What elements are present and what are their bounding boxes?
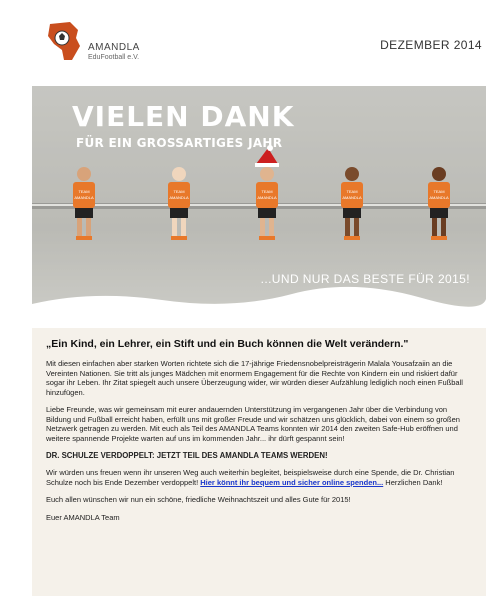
hero-tagline: ...UND NUR DAS BESTE FÜR 2015! xyxy=(260,272,470,286)
newsletter-header xyxy=(32,12,484,72)
paragraph-1: Mit diesen einfachen aber starken Worten richtete sich die 17-jährige Friedensnobelpreisträgerin Malala Yousafzaiin an die Vereinten Nationen. Sie tritt als junges Mädchen mit enormem Engagement für die Rechte von Kindern ein und riskiert dafür sogar ihr Leben. Ihr Zitat spiegelt auch unsere Überzeugung wider, wir würden dieser Aufzählung lediglich noch einen Fußball hinzufügen. xyxy=(46,359,463,397)
svg-text:AMANDLA: AMANDLA xyxy=(74,195,94,200)
signoff: Euer AMANDLA Team xyxy=(46,512,120,522)
issue-date: DEZEMBER 2014 xyxy=(380,38,482,52)
quote-heading: „Ein Kind, ein Lehrer, ein Stift und ein Buch können die Welt verändern." xyxy=(46,338,409,350)
hero-subtitle: FÜR EIN GROSSARTIGES JAHR xyxy=(76,136,283,150)
section-heading: DR. SCHULZE VERDOPPELT: JETZT TEIL DES AMANDLA TEAMS WERDEN! xyxy=(46,451,328,460)
svg-text:AMANDLA: AMANDLA xyxy=(257,195,277,200)
svg-text:AMANDLA: AMANDLA xyxy=(169,195,189,200)
svg-text:TEAM: TEAM xyxy=(78,189,90,194)
svg-text:AMANDLA: AMANDLA xyxy=(342,195,362,200)
svg-text:TEAM: TEAM xyxy=(346,189,358,194)
newsletter-body xyxy=(32,328,486,596)
svg-text:TEAM: TEAM xyxy=(173,189,185,194)
amandla-logo[interactable] xyxy=(40,16,190,72)
svg-text:AMANDLA: AMANDLA xyxy=(429,195,449,200)
paragraph-3-end: Herzlichen Dank! xyxy=(383,477,443,487)
svg-text:TEAM: TEAM xyxy=(433,189,445,194)
hero-title: VIELEN DANK xyxy=(72,100,295,133)
paragraph-3-text: Wir würden uns freuen wenn ihr unseren Weg auch weiterhin begleitet, beispielsweise durch eine Spende, die Dr. Christian Schulze noch bis Ende Dezember verdoppelt! xyxy=(46,468,455,487)
paragraph-4: Euch allen wünschen wir nun ein schöne, friedliche Weihnachtszeit und alles Gute für 2015! xyxy=(46,495,351,504)
brand-name: AMANDLA xyxy=(88,42,140,53)
paragraph-3 xyxy=(46,468,472,487)
donate-link[interactable]: Hier könnt ihr bequem und sicher online spenden... xyxy=(200,477,384,487)
svg-text:TEAM: TEAM xyxy=(261,189,273,194)
hero-banner[interactable] xyxy=(32,86,486,324)
africa-ball-icon xyxy=(40,16,88,64)
brand-subtitle: EduFootball e.V. xyxy=(88,54,140,61)
paragraph-2: Liebe Freunde, was wir gemeinsam mit eurer andauernden Unterstützung im vergangenen Jahr über die Verbindung von Bildung und Fußball erreicht haben, erfüllt uns mit großer Freude und wir schätzen uns glücklich, dabei von einem so großen Netzwerk getragen zu werden. Mit euch als Teil des AMANDLA Teams konnten wir 2014 den zweiten Safe-Hub eröffnen und weitere spannende Projekte warten auf uns im kommenden Jahr... ihr dürft gespannt sein! xyxy=(46,405,460,443)
